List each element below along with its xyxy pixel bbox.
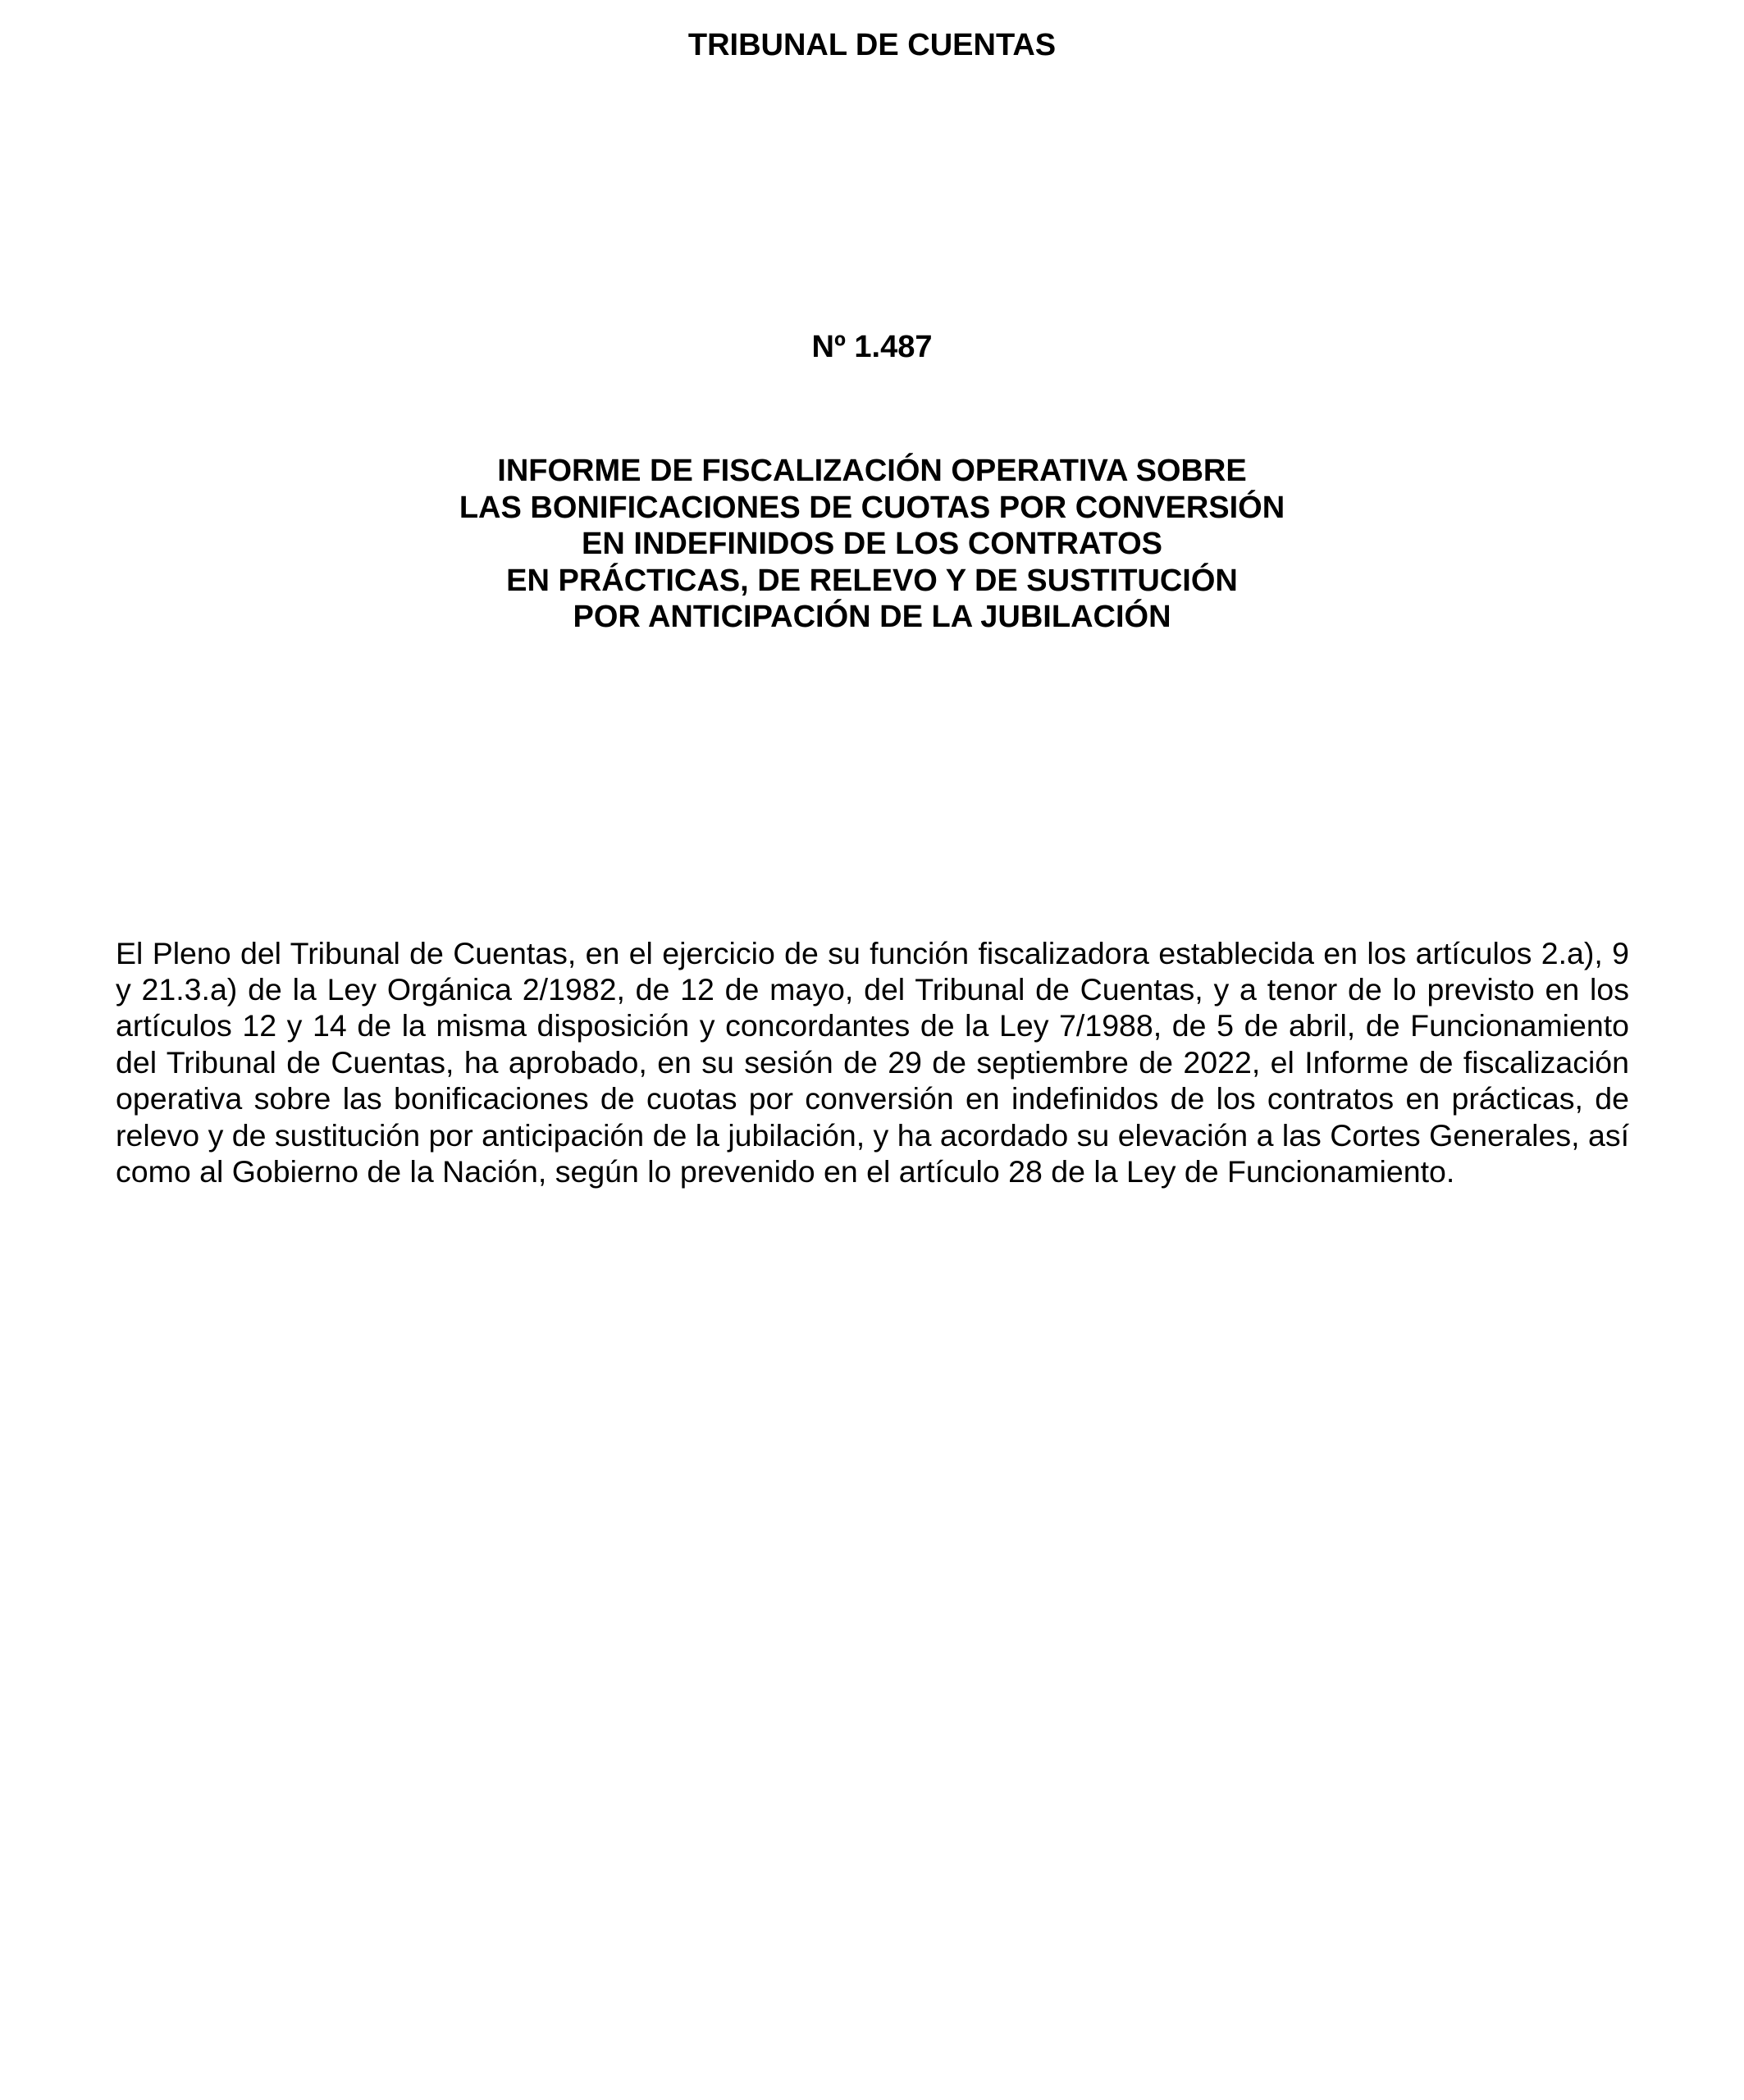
report-title-line: EN PRÁCTICAS, DE RELEVO Y DE SUSTITUCIÓN <box>506 563 1238 598</box>
report-title-line: INFORME DE FISCALIZACIÓN OPERATIVA SOBRE <box>497 454 1247 488</box>
document-header: TRIBUNAL DE CUENTAS <box>687 28 1057 62</box>
report-number: Nº 1.487 <box>811 330 933 364</box>
report-title-line: LAS BONIFICACIONES DE CUOTAS POR CONVERSIÓN <box>459 490 1285 525</box>
body-paragraph: El Pleno del Tribunal de Cuentas, en el ejercicio de su función fiscalizadora establecida en los artículos 2.a), 9 y 21.3.a) de la Ley Orgánica 2/1982, de 12 de mayo, del Tribunal de Cuentas, y a tenor de lo previsto en los artículos 12 y 14 de la misma disposición y concordantes de la Ley 7/1988, de 5 de abril, de Funcionamiento del Tribunal de Cuentas, ha aprobado, en su sesión de 29 de septiembre de 2022, el Informe de fiscalización operativa sobre las bonificaciones de cuotas por conversión en indefinidos de los contratos en prácticas, de relevo y de sustitución por anticipación de la jubilación, y ha acordado su elevación a las Cortes Generales, así como al Gobierno de la Nación, según lo prevenido en el artículo 28 de la Ley de Funcionamiento. <box>116 935 1629 1189</box>
report-title-line: POR ANTICIPACIÓN DE LA JUBILACIÓN <box>573 600 1171 634</box>
report-title <box>0 453 1744 636</box>
report-title-line: EN INDEFINIDOS DE LOS CONTRATOS <box>582 527 1162 561</box>
